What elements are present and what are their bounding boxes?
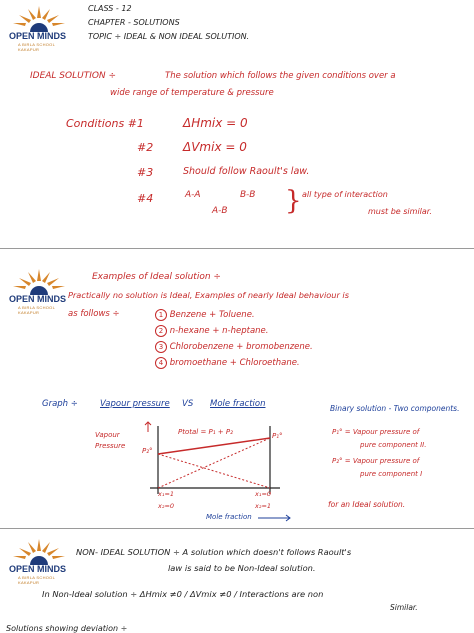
x-left-2: x₂=0 bbox=[158, 502, 175, 510]
condition-4-number: #4 bbox=[137, 192, 154, 205]
item-text: bromoethane + Chloroethane. bbox=[169, 358, 300, 368]
x-left-1: x₁=1 bbox=[158, 490, 175, 498]
class-line: CLASS - 12 bbox=[88, 4, 132, 13]
item-number: 1 bbox=[155, 309, 167, 321]
logo-2 bbox=[8, 265, 70, 313]
partial-heading: Solutions showing deviation ÷ bbox=[6, 624, 128, 633]
p2-desc-2: pure component I bbox=[360, 470, 423, 478]
p1-desc-2: pure component II. bbox=[360, 441, 427, 449]
condition-1: ΔHmix = 0 bbox=[183, 116, 248, 130]
condition-4-aa: A-A bbox=[185, 190, 201, 200]
graph-title-left: Graph ÷ bbox=[42, 399, 78, 409]
topic-line: TOPIC ÷ IDEAL & NON IDEAL SOLUTION. bbox=[88, 32, 250, 41]
condition-4-note-2: must be similar. bbox=[368, 207, 432, 216]
x-axis-label: Mole fraction bbox=[206, 513, 252, 521]
x-right-1: x₁=0 bbox=[255, 490, 272, 498]
logo-tagline: A BIRLA SCHOOL KAKAPUR bbox=[18, 575, 56, 585]
list-item bbox=[155, 309, 255, 321]
page-divider-2 bbox=[0, 528, 474, 529]
logo-name: OPEN MINDS bbox=[9, 564, 67, 574]
logo-1 bbox=[8, 2, 70, 50]
list-item bbox=[155, 341, 313, 353]
item-number: 3 bbox=[155, 341, 167, 353]
item-text: Chlorobenzene + bromobenzene. bbox=[169, 342, 313, 352]
conditions-label: Conditions #1 bbox=[66, 117, 144, 130]
condition-4-ab: A-B bbox=[212, 206, 228, 216]
ideal-definition-2: wide range of temperature & pressure bbox=[110, 88, 274, 98]
partial-pressure-line-1 bbox=[158, 454, 270, 488]
arrow-icon bbox=[145, 422, 151, 432]
examples-heading: Examples of Ideal solution ÷ bbox=[92, 272, 221, 282]
p2-desc-1: P₂° = Vapour pressure of bbox=[332, 457, 420, 465]
list-item bbox=[155, 325, 268, 337]
ptotal-label: Ptotal = P₁ + P₂ bbox=[178, 428, 233, 436]
logo-tagline: A BIRLA SCHOOL KAKAPUR bbox=[18, 42, 56, 52]
item-text: n-hexane + n-heptane. bbox=[169, 326, 269, 336]
logo-tagline: A BIRLA SCHOOL KAKAPUR bbox=[18, 305, 56, 315]
condition-2-number: #2 bbox=[137, 141, 154, 154]
nonideal-conditions-2: Similar. bbox=[390, 603, 418, 612]
ideal-definition-1: The solution which follows the given conditions over a bbox=[165, 71, 396, 81]
chapter-line: CHAPTER - SOLUTIONS bbox=[88, 18, 180, 27]
condition-3: Should follow Raoult's law. bbox=[183, 166, 310, 177]
condition-2: ΔVmix = 0 bbox=[183, 140, 247, 154]
brace-icon: } bbox=[285, 186, 302, 216]
examples-line-2: as follows ÷ bbox=[68, 309, 120, 319]
logo-name: OPEN MINDS bbox=[9, 31, 67, 41]
p1-desc-1: P₁° = Vapour pressure of bbox=[332, 428, 420, 436]
p2-label: P₂° bbox=[142, 447, 153, 455]
item-text: Benzene + Toluene. bbox=[169, 310, 255, 320]
condition-4-note-1: all type of interaction bbox=[302, 190, 388, 199]
page-divider-1 bbox=[0, 248, 474, 249]
logo-name: OPEN MINDS bbox=[9, 294, 67, 304]
graph-title-vp: Vapour pressure bbox=[100, 399, 170, 409]
arrow-right-icon bbox=[258, 513, 294, 523]
examples-line-1: Practically no solution is Ideal, Examples of nearly Ideal behaviour is bbox=[68, 290, 349, 300]
item-number: 4 bbox=[155, 357, 167, 369]
binary-note: Binary solution - Two components. bbox=[330, 404, 460, 413]
item-number: 2 bbox=[155, 325, 167, 337]
condition-4-bb: B-B bbox=[240, 190, 256, 200]
nonideal-line-1: NON- IDEAL SOLUTION ÷ A solution which doesn't follows Raoult's bbox=[76, 547, 352, 557]
x-right-2: x₂=1 bbox=[255, 502, 272, 510]
nonideal-line-2: law is said to be Non-Ideal solution. bbox=[168, 563, 316, 573]
logo-3 bbox=[8, 535, 70, 583]
graph-title-mf: Mole fraction bbox=[210, 399, 266, 409]
nonideal-conditions: In Non-Ideal solution ÷ ΔHmix ≠0 / ΔVmix ≠0 / Interactions are non bbox=[42, 589, 324, 599]
footer-note: for an Ideal solution. bbox=[328, 500, 406, 509]
graph-title-vs: VS bbox=[182, 399, 194, 409]
list-item bbox=[155, 357, 300, 369]
p1-label: P₁° bbox=[272, 432, 283, 440]
y-axis-label: Vapour Pressure bbox=[95, 431, 126, 450]
condition-3-number: #3 bbox=[137, 166, 154, 179]
ideal-heading: IDEAL SOLUTION ÷ bbox=[30, 71, 117, 81]
